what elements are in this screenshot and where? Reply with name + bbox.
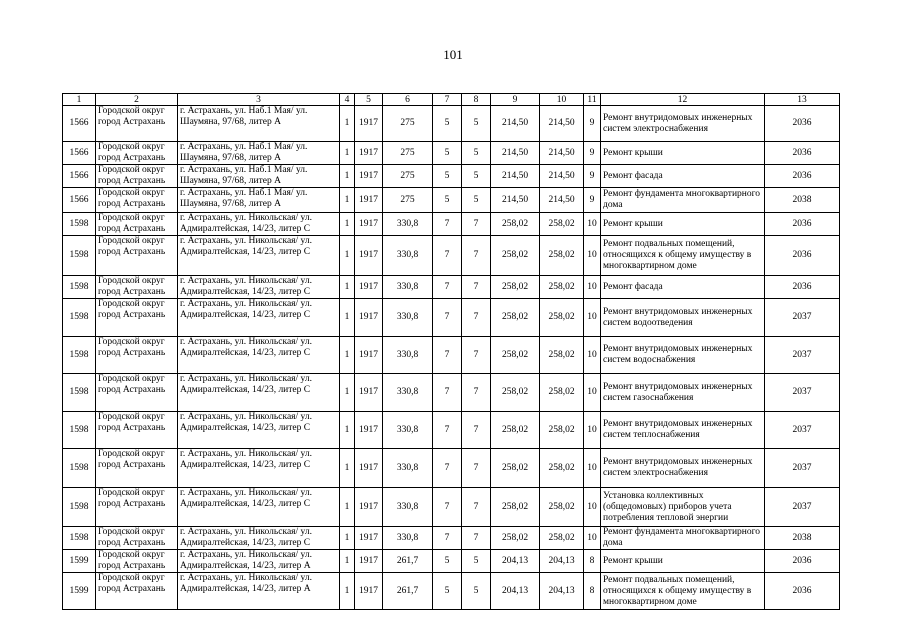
plan-year-cell: 2036 [765,573,840,610]
cell-8: 5 [462,188,491,213]
address-cell: г. Астрахань, ул. Наб.1 Мая/ ул. Шаумяна, 97/68, литер А [178,142,340,165]
address-cell: г. Астрахань, ул. Никольская/ ул. Адмиралтейская, 14/23, литер С [178,449,340,488]
year-cell: 1917 [355,412,383,449]
plan-year-cell: 2037 [765,337,840,374]
table-row [63,299,840,337]
area-cell: 330,8 [383,374,433,412]
cell-10: 258,02 [540,374,584,412]
cell-8: 7 [462,374,491,412]
cell-11: 9 [584,106,601,142]
year-cell: 1917 [355,299,383,337]
plan-year-cell: 2036 [765,236,840,276]
plan-year-cell: 2036 [765,550,840,573]
cell-10: 258,02 [540,299,584,337]
work-type-cell: Ремонт внутридомовых инженерных систем водоотведения [601,299,765,337]
year-cell: 1917 [355,106,383,142]
municipality-cell: Городской округ город Астрахань [96,106,178,142]
address-cell: г. Астрахань, ул. Никольская/ ул. Адмиралтейская, 14/23, литер С [178,299,340,337]
cell-9: 204,13 [491,550,540,573]
area-cell: 275 [383,188,433,213]
cell-8: 5 [462,106,491,142]
plan-year-cell: 2038 [765,188,840,213]
cell-10: 258,02 [540,488,584,527]
column-header: 7 [433,94,462,106]
table-row [63,527,840,550]
cell-9: 258,02 [491,236,540,276]
table-row [63,488,840,527]
cell-7: 5 [433,106,462,142]
plan-year-cell: 2037 [765,299,840,337]
area-cell: 275 [383,165,433,188]
cell-9: 258,02 [491,527,540,550]
cell-4: 1 [340,527,355,550]
plan-year-cell: 2037 [765,488,840,527]
year-cell: 1917 [355,188,383,213]
address-cell: г. Астрахань, ул. Наб.1 Мая/ ул. Шаумяна, 97/68, литер А [178,165,340,188]
cell-8: 5 [462,573,491,610]
plan-year-cell: 2037 [765,449,840,488]
cell-7: 5 [433,165,462,188]
area-cell: 330,8 [383,236,433,276]
cell-8: 5 [462,550,491,573]
table-row [63,142,840,165]
column-header: 4 [340,94,355,106]
work-type-cell: Ремонт внутридомовых инженерных систем электроснабжения [601,449,765,488]
house-id-cell: 1598 [63,488,96,527]
cell-8: 7 [462,236,491,276]
cell-4: 1 [340,374,355,412]
plan-year-cell: 2036 [765,142,840,165]
cell-8: 7 [462,412,491,449]
cell-9: 258,02 [491,337,540,374]
area-cell: 330,8 [383,276,433,299]
cell-10: 258,02 [540,213,584,236]
cell-8: 7 [462,488,491,527]
cell-7: 5 [433,573,462,610]
cell-8: 5 [462,165,491,188]
house-id-cell: 1598 [63,213,96,236]
column-header: 9 [491,94,540,106]
municipality-cell: Городской округ город Астрахань [96,550,178,573]
table-row [63,236,840,276]
year-cell: 1917 [355,573,383,610]
municipality-cell: Городской округ город Астрахань [96,213,178,236]
cell-10: 258,02 [540,412,584,449]
work-type-cell: Ремонт фундамента многоквартирного дома [601,527,765,550]
cell-7: 7 [433,213,462,236]
cell-7: 7 [433,488,462,527]
cell-4: 1 [340,412,355,449]
cell-9: 204,13 [491,573,540,610]
address-cell: г. Астрахань, ул. Наб.1 Мая/ ул. Шаумяна, 97/68, литер А [178,106,340,142]
address-cell: г. Астрахань, ул. Никольская/ ул. Адмиралтейская, 14/23, литер С [178,213,340,236]
column-header: 13 [765,94,840,106]
house-id-cell: 1566 [63,106,96,142]
cell-9: 258,02 [491,299,540,337]
municipality-cell: Городской округ город Астрахань [96,374,178,412]
cell-10: 214,50 [540,188,584,213]
municipality-cell: Городской округ город Астрахань [96,299,178,337]
cell-7: 7 [433,337,462,374]
work-type-cell: Ремонт фасада [601,165,765,188]
area-cell: 330,8 [383,527,433,550]
work-type-cell: Ремонт подвальных помещений, относящихся к общему имуществу в многоквартирном доме [601,236,765,276]
cell-7: 7 [433,299,462,337]
year-cell: 1917 [355,488,383,527]
year-cell: 1917 [355,374,383,412]
year-cell: 1917 [355,165,383,188]
column-header: 10 [540,94,584,106]
address-cell: г. Астрахань, ул. Никольская/ ул. Адмиралтейская, 14/23, литер А [178,550,340,573]
table-row [63,276,840,299]
cell-11: 9 [584,142,601,165]
house-id-cell: 1598 [63,299,96,337]
cell-4: 1 [340,276,355,299]
house-id-cell: 1566 [63,165,96,188]
house-id-cell: 1598 [63,337,96,374]
work-type-cell: Ремонт внутридомовых инженерных систем теплоснабжения [601,412,765,449]
area-cell: 330,8 [383,337,433,374]
column-header: 6 [383,94,433,106]
cell-9: 258,02 [491,213,540,236]
cell-4: 1 [340,188,355,213]
cell-11: 10 [584,337,601,374]
cell-7: 7 [433,276,462,299]
address-cell: г. Астрахань, ул. Никольская/ ул. Адмиралтейская, 14/23, литер С [178,337,340,374]
cell-4: 1 [340,142,355,165]
table-row [63,165,840,188]
table-row [63,337,840,374]
cell-8: 5 [462,142,491,165]
house-id-cell: 1598 [63,412,96,449]
cell-10: 258,02 [540,527,584,550]
municipality-cell: Городской округ город Астрахань [96,412,178,449]
house-id-cell: 1599 [63,550,96,573]
cell-11: 10 [584,449,601,488]
cell-10: 214,50 [540,142,584,165]
cell-11: 10 [584,213,601,236]
year-cell: 1917 [355,142,383,165]
municipality-cell: Городской округ город Астрахань [96,188,178,213]
cell-11: 10 [584,236,601,276]
house-id-cell: 1598 [63,374,96,412]
year-cell: 1917 [355,527,383,550]
cell-11: 10 [584,412,601,449]
cell-10: 214,50 [540,165,584,188]
cell-10: 214,50 [540,106,584,142]
cell-10: 204,13 [540,573,584,610]
year-cell: 1917 [355,449,383,488]
area-cell: 330,8 [383,449,433,488]
cell-11: 8 [584,550,601,573]
area-cell: 330,8 [383,299,433,337]
house-id-cell: 1598 [63,236,96,276]
cell-8: 7 [462,213,491,236]
municipality-cell: Городской округ город Астрахань [96,573,178,610]
cell-8: 7 [462,449,491,488]
cell-7: 5 [433,188,462,213]
cell-10: 258,02 [540,337,584,374]
municipality-cell: Городской округ город Астрахань [96,449,178,488]
house-id-cell: 1598 [63,449,96,488]
address-cell: г. Астрахань, ул. Никольская/ ул. Адмиралтейская, 14/23, литер С [178,276,340,299]
house-id-cell: 1598 [63,527,96,550]
cell-11: 10 [584,276,601,299]
year-cell: 1917 [355,213,383,236]
year-cell: 1917 [355,276,383,299]
plan-year-cell: 2037 [765,374,840,412]
plan-year-cell: 2036 [765,106,840,142]
cell-7: 7 [433,374,462,412]
cell-11: 10 [584,299,601,337]
work-type-cell: Ремонт внутридомовых инженерных систем газоснабжения [601,374,765,412]
cell-11: 10 [584,488,601,527]
cell-10: 204,13 [540,550,584,573]
cell-7: 7 [433,412,462,449]
municipality-cell: Городской округ город Астрахань [96,142,178,165]
cell-4: 1 [340,236,355,276]
cell-9: 258,02 [491,412,540,449]
work-type-cell: Ремонт крыши [601,550,765,573]
cell-4: 1 [340,337,355,374]
table-row [63,573,840,610]
cell-11: 10 [584,374,601,412]
cell-8: 7 [462,527,491,550]
cell-9: 258,02 [491,449,540,488]
plan-year-cell: 2036 [765,213,840,236]
cell-11: 8 [584,573,601,610]
cell-9: 214,50 [491,142,540,165]
cell-8: 7 [462,337,491,374]
column-header: 3 [178,94,340,106]
cell-10: 258,02 [540,236,584,276]
cell-4: 1 [340,299,355,337]
house-id-cell: 1599 [63,573,96,610]
cell-8: 7 [462,299,491,337]
cell-9: 258,02 [491,276,540,299]
cell-9: 214,50 [491,106,540,142]
table-row [63,106,840,142]
column-header: 5 [355,94,383,106]
cell-11: 9 [584,188,601,213]
table-row [63,374,840,412]
column-header: 12 [601,94,765,106]
house-id-cell: 1566 [63,142,96,165]
table-row [63,449,840,488]
column-header: 8 [462,94,491,106]
municipality-cell: Городской округ город Астрахань [96,337,178,374]
cell-4: 1 [340,550,355,573]
work-type-cell: Ремонт крыши [601,142,765,165]
work-type-cell: Ремонт крыши [601,213,765,236]
address-cell: г. Астрахань, ул. Наб.1 Мая/ ул. Шаумяна, 97/68, литер А [178,188,340,213]
municipality-cell: Городской округ город Астрахань [96,236,178,276]
cell-11: 10 [584,527,601,550]
area-cell: 330,8 [383,213,433,236]
page-number: 101 [443,47,463,62]
address-cell: г. Астрахань, ул. Никольская/ ул. Адмиралтейская, 14/23, литер С [178,412,340,449]
cell-4: 1 [340,106,355,142]
cell-7: 5 [433,550,462,573]
cell-7: 7 [433,449,462,488]
cell-7: 5 [433,142,462,165]
plan-year-cell: 2038 [765,527,840,550]
municipality-cell: Городской округ город Астрахань [96,527,178,550]
area-cell: 330,8 [383,488,433,527]
year-cell: 1917 [355,550,383,573]
work-type-cell: Ремонт внутридомовых инженерных систем электроснабжения [601,106,765,142]
cell-8: 7 [462,276,491,299]
cell-7: 7 [433,236,462,276]
area-cell: 261,7 [383,550,433,573]
column-header: 11 [584,94,601,106]
cell-4: 1 [340,573,355,610]
cell-9: 258,02 [491,374,540,412]
work-type-cell: Ремонт внутридомовых инженерных систем водоснабжения [601,337,765,374]
house-id-cell: 1566 [63,188,96,213]
address-cell: г. Астрахань, ул. Никольская/ ул. Адмиралтейская, 14/23, литер С [178,236,340,276]
column-header: 2 [96,94,178,106]
cell-4: 1 [340,488,355,527]
plan-year-cell: 2037 [765,412,840,449]
cell-4: 1 [340,213,355,236]
address-cell: г. Астрахань, ул. Никольская/ ул. Адмиралтейская, 14/23, литер С [178,527,340,550]
area-cell: 261,7 [383,573,433,610]
table-row [63,550,840,573]
cell-4: 1 [340,449,355,488]
cell-9: 214,50 [491,165,540,188]
municipality-cell: Городской округ город Астрахань [96,488,178,527]
work-type-cell: Установка коллективных (общедомовых) приборов учета потребления тепловой энергии [601,488,765,527]
plan-year-cell: 2036 [765,276,840,299]
plan-year-cell: 2036 [765,165,840,188]
column-header: 1 [63,94,96,106]
year-cell: 1917 [355,236,383,276]
area-cell: 275 [383,142,433,165]
column-number-row [63,94,840,106]
address-cell: г. Астрахань, ул. Никольская/ ул. Адмиралтейская, 14/23, литер А [178,573,340,610]
cell-9: 214,50 [491,188,540,213]
repair-schedule-table [62,93,840,610]
work-type-cell: Ремонт фундамента многоквартирного дома [601,188,765,213]
house-id-cell: 1598 [63,276,96,299]
table-row [63,213,840,236]
cell-11: 9 [584,165,601,188]
table-row [63,412,840,449]
municipality-cell: Городской округ город Астрахань [96,165,178,188]
cell-9: 258,02 [491,488,540,527]
address-cell: г. Астрахань, ул. Никольская/ ул. Адмиралтейская, 14/23, литер С [178,488,340,527]
municipality-cell: Городской округ город Астрахань [96,276,178,299]
cell-4: 1 [340,165,355,188]
work-type-cell: Ремонт подвальных помещений, относящихся к общему имуществу в многоквартирном доме [601,573,765,610]
table-row [63,188,840,213]
address-cell: г. Астрахань, ул. Никольская/ ул. Адмиралтейская, 14/23, литер С [178,374,340,412]
work-type-cell: Ремонт фасада [601,276,765,299]
cell-10: 258,02 [540,276,584,299]
cell-10: 258,02 [540,449,584,488]
area-cell: 275 [383,106,433,142]
cell-7: 7 [433,527,462,550]
year-cell: 1917 [355,337,383,374]
area-cell: 330,8 [383,412,433,449]
